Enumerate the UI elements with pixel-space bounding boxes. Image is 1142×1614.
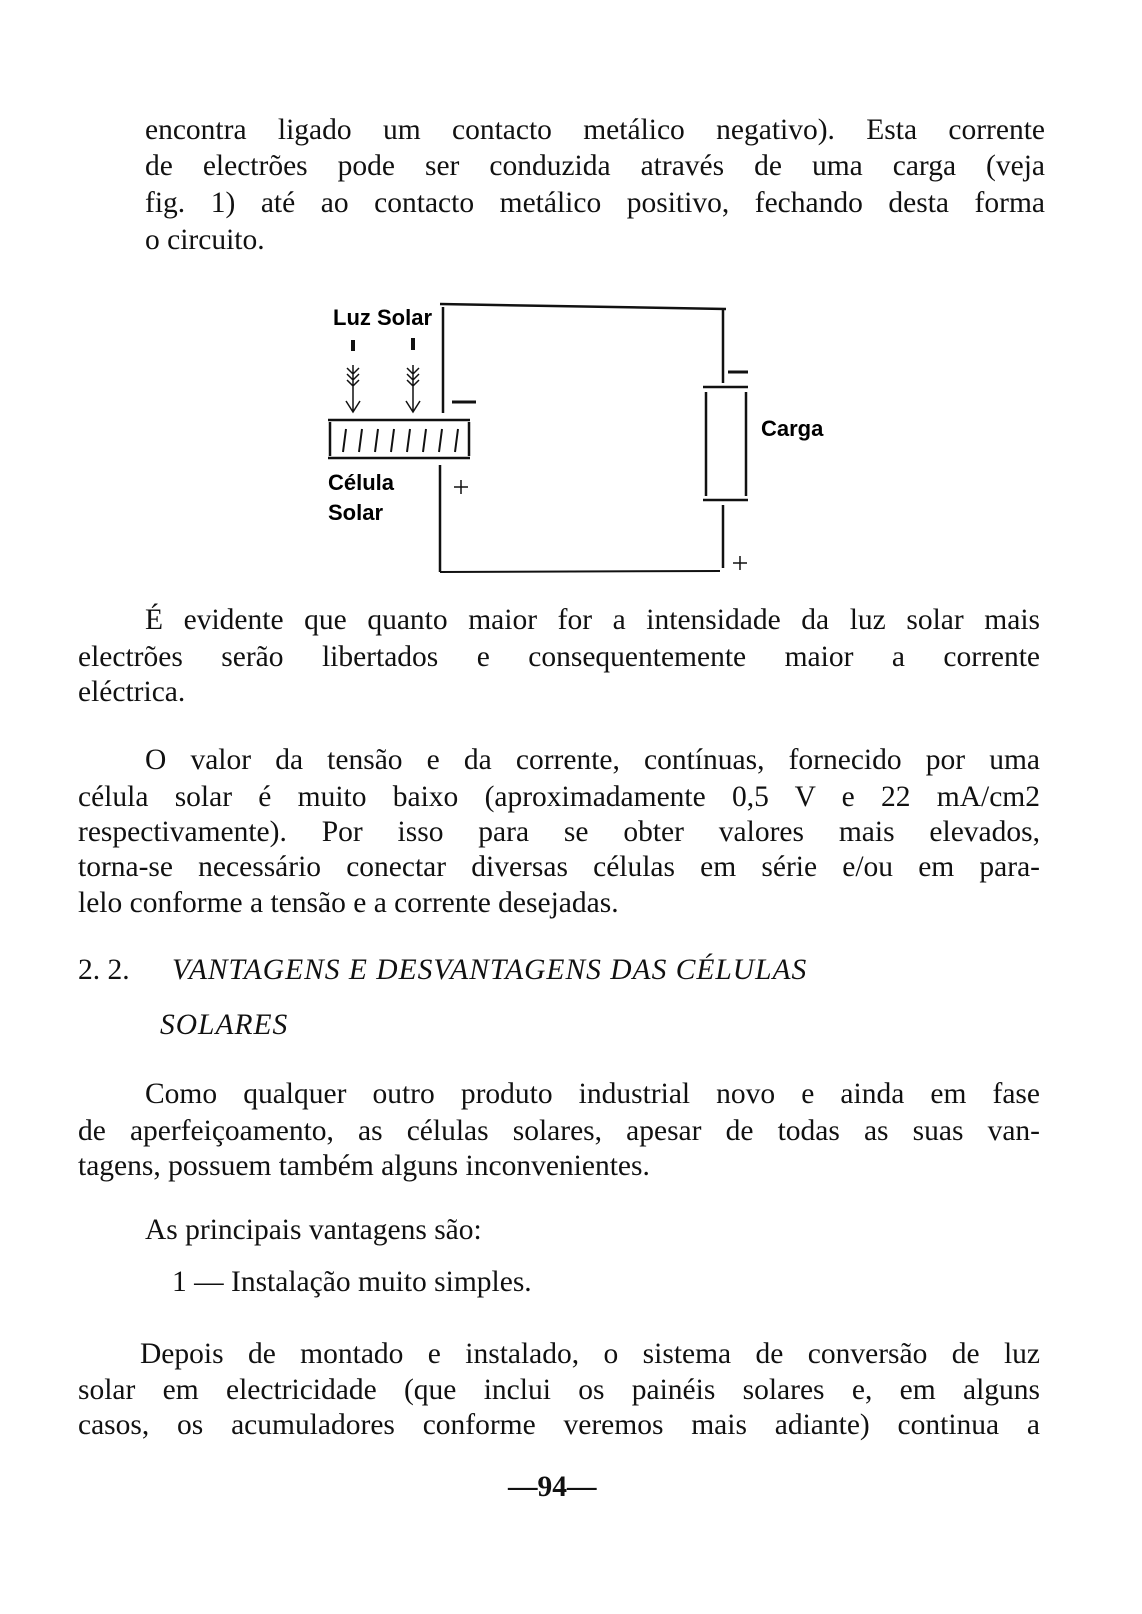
bottom-wire [440,571,720,572]
text-line: Depois de montado e instalado, o sistema de conversão de luz [140,1338,1040,1370]
text-line: É evidente que quanto maior for a intensidade da luz solar mais [145,604,1040,636]
plus-mark-cell [454,480,468,494]
text-line: encontra ligado um contacto metálico negativo). Esta corrente [145,114,1045,146]
section-title: SOLARES [160,1009,289,1041]
light-label: Luz Solar [333,305,433,330]
cell-label: Célula [328,470,395,495]
text-line: célula solar é muito baixo (aproximadamente 0,5 V e 22 mA/cm2 [78,781,1040,813]
text-line: de electrões pode ser conduzida através de uma carga (veja [145,150,1045,182]
cell-label: Solar [328,500,384,525]
text-line: O valor da tensão e da corrente, contínuas, fornecido por uma [145,744,1040,776]
top-wire [440,304,726,309]
text-line: torna-se necessário conectar diversas células em série e/ou em para- [78,851,1040,883]
load-label: Carga [761,416,824,441]
load-resistor [703,387,748,500]
text-line: solar em electricidade (que inclui os painéis solares e, em alguns [78,1374,1040,1406]
solar-cell-circuit-figure [0,0,1142,620]
text-line: fig. 1) até ao contacto metálico positivo, fechando desta forma [145,187,1045,219]
text-line: casos, os acumuladores conforme veremos mais adiante) continua a [78,1409,1040,1441]
advantages-intro: As principais vantagens são: [145,1214,482,1246]
section-title: VANTAGENS E DESVANTAGENS DAS CÉLULAS [172,954,808,986]
sunlight-arrow-icon [406,338,420,412]
text-line: electrões serão libertados e consequentemente maior a corrente [78,641,1040,673]
page-number: —94— [508,1471,597,1503]
solar-cell [328,420,470,458]
text-line: tagens, possuem também alguns inconvenientes. [78,1150,650,1182]
text-line: de aperfeiçoamento, as células solares, apesar de todas as suas van- [78,1115,1040,1147]
text-line: o circuito. [145,224,265,256]
plus-mark-load [733,556,747,570]
cell-hatching [343,429,458,452]
section-number: 2. 2. [78,954,130,986]
list-item: 1 — Instalação muito simples. [172,1266,532,1298]
text-line: eléctrica. [78,676,186,708]
text-line: respectivamente). Por isso para se obter valores mais elevados, [78,816,1040,848]
text-line: Como qualquer outro produto industrial novo e ainda em fase [145,1078,1040,1110]
text-line: lelo conforme a tensão e a corrente desejadas. [78,887,619,919]
sunlight-arrow-icon [346,340,360,412]
